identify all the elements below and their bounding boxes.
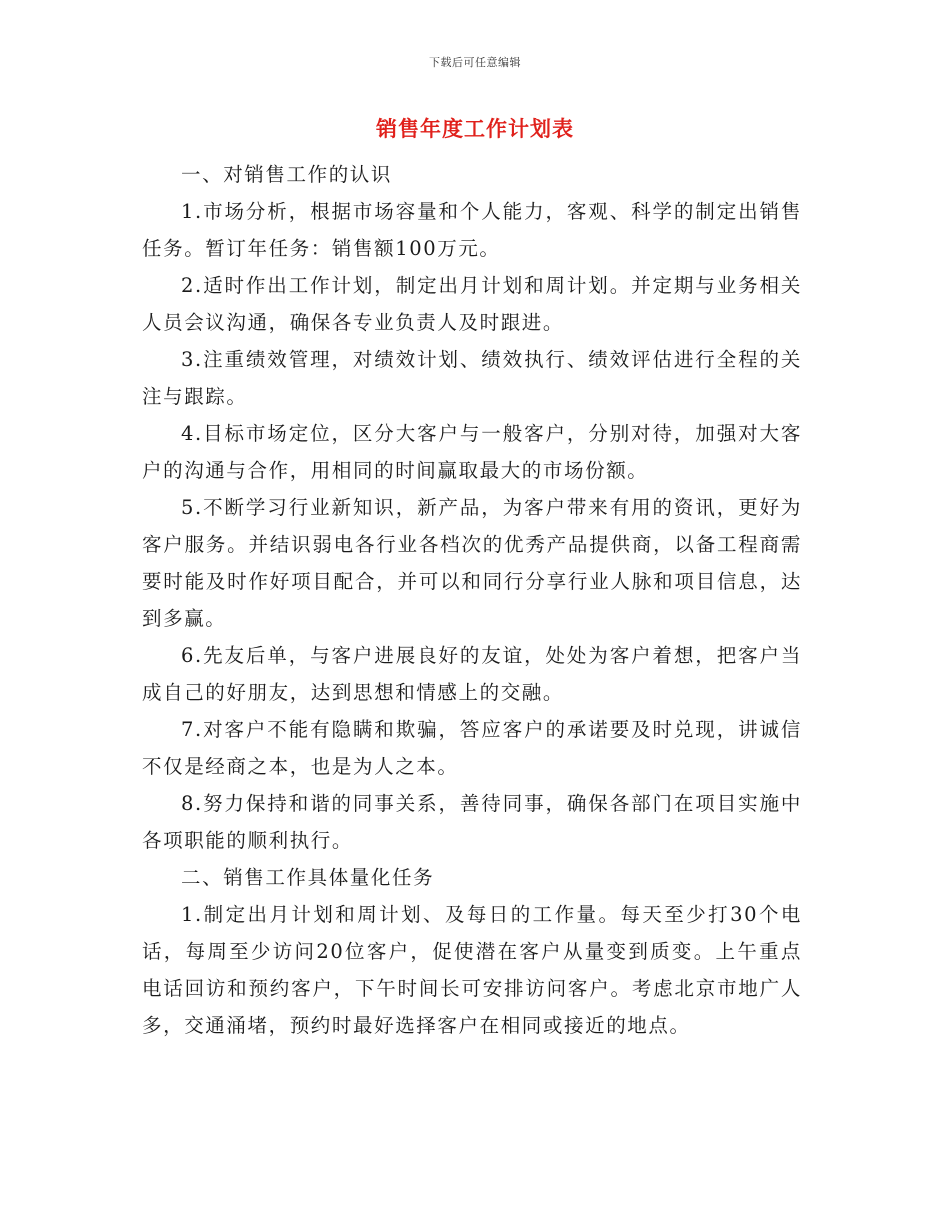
- section-heading-1: 一、对销售工作的认识: [181, 163, 393, 186]
- paragraph: 7.对客户不能有隐瞒和欺骗，答应客户的承诺要及时兑现，讲诚信不仅是经商之本，也是为人之本。: [142, 718, 802, 778]
- header-note: 下载后可任意编辑: [429, 56, 521, 69]
- paragraph: 1.市场分析，根据市场容量和个人能力，客观、科学的制定出销售任务。暂订年任务：销售额100万元。: [142, 200, 802, 260]
- paragraph: 8.努力保持和谐的同事关系，善待同事，确保各部门在项目实施中各项职能的顺利执行。: [142, 792, 802, 852]
- paragraph: 3.注重绩效管理，对绩效计划、绩效执行、绩效评估进行全程的关注与跟踪。: [142, 348, 802, 408]
- paragraph: 4.目标市场定位，区分大客户与一般客户，分别对待，加强对大客户的沟通与合作，用相同的时间赢取最大的市场份额。: [142, 422, 802, 482]
- section-heading-2: 二、销售工作具体量化任务: [181, 866, 435, 889]
- paragraph: 1.制定出月计划和周计划、及每日的工作量。每天至少打30个电话，每周至少访问20位客户，促使潜在客户从量变到质变。上午重点电话回访和预约客户，下午时间长可安排访问客户。考虑北京市地广人多，交通涌堵，预约时最好选择客户在相同或接近的地点。: [142, 903, 802, 1037]
- document-body: [142, 156, 802, 1044]
- paragraph: 5.不断学习行业新知识，新产品，为客户带来有用的资讯，更好为客户服务。并结识弱电各行业各档次的优秀产品提供商，以备工程商需要时能及时作好项目配合，并可以和同行分享行业人脉和项目信息，达到多赢。: [142, 496, 802, 630]
- document-title: 销售年度工作计划表: [376, 117, 574, 141]
- paragraph: 2.适时作出工作计划，制定出月计划和周计划。并定期与业务相关人员会议沟通，确保各专业负责人及时跟进。: [142, 274, 802, 334]
- paragraph: 6.先友后单，与客户进展良好的友谊，处处为客户着想，把客户当成自己的好朋友，达到思想和情感上的交融。: [142, 644, 802, 704]
